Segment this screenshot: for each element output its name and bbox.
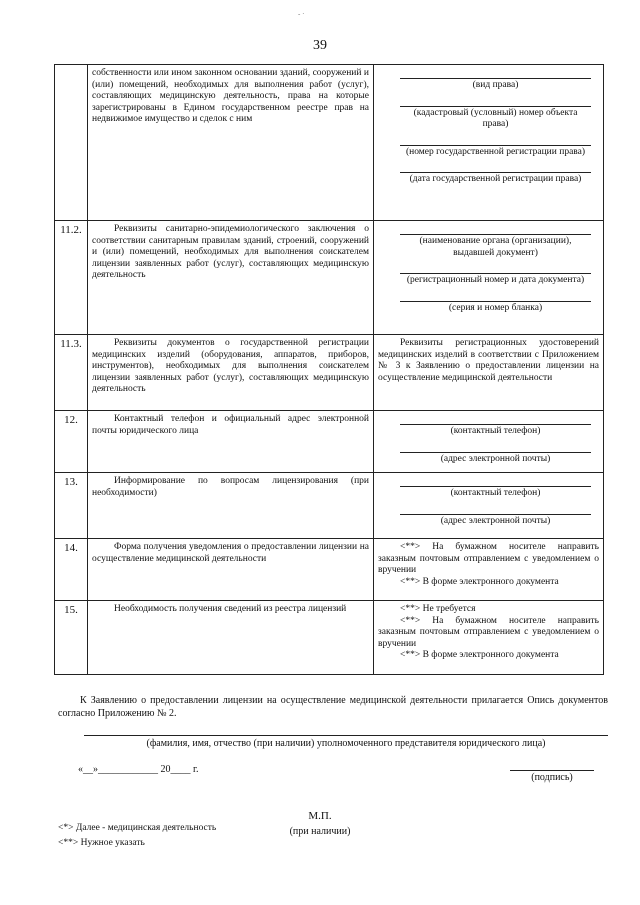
field-registration-date[interactable]: (дата государственной регистрации права) <box>400 172 591 186</box>
row-number: 13. <box>55 473 88 539</box>
representative-name-line[interactable] <box>84 735 608 736</box>
row-description: Реквизиты санитарно-эпидемиологического заключения о соответствии санитарным правилам зданий, строений, сооружений и (или) помещений, необходимых для выполнения соискателем лицензии заявленных работ (услуг), составляющих медицинскую деятельность <box>88 221 374 335</box>
license-form-table <box>54 64 604 675</box>
field-blank-series-number[interactable]: (серия и номер бланка) <box>400 301 591 315</box>
row-fields <box>374 221 604 335</box>
row-number <box>55 65 88 221</box>
option-electronic[interactable]: <**> В форме электронного документа <box>400 650 559 661</box>
field-registration-number[interactable]: (номер государственной регистрации права) <box>400 145 591 159</box>
table-row <box>55 539 604 601</box>
table-row <box>55 335 604 411</box>
scan-mark: - · <box>298 10 305 18</box>
row-number: 15. <box>55 601 88 675</box>
row-description: Форма получения уведомления о предоставлении лицензии на осуществление медицинской деятельности <box>88 539 374 601</box>
signature-line[interactable] <box>510 770 594 771</box>
footnote: <*> Далее - медицинская деятельность <box>58 823 217 833</box>
option-paper[interactable]: <**> На бумажном носителе направить заказным почтовым отправлением с уведомлением о вручении <box>378 542 599 576</box>
row-description: Реквизиты документов о государственной регистрации медицинских изделий (оборудования, аппаратов, приборов, инструментов), необходимых для выполнения соискателем лицензии заявленных работ (услуг), составляющих медицинскую деятельность <box>88 335 374 411</box>
option-electronic[interactable]: <**> В форме электронного документа <box>400 576 559 587</box>
option-not-required[interactable]: <**> Не требуется <box>400 604 476 614</box>
field-contact-phone[interactable]: (контактный телефон) <box>400 424 591 438</box>
field-issuing-authority[interactable]: (наименование органа (организации), выдавшей документ) <box>400 234 591 259</box>
row-number: 11.3. <box>55 335 88 411</box>
table-row <box>55 601 604 675</box>
row-options <box>374 539 604 601</box>
row-fields <box>374 473 604 539</box>
page-number: 39 <box>313 38 327 53</box>
footnote: <**> Нужное указать <box>58 838 145 848</box>
signature-caption: (подпись) <box>531 772 573 783</box>
representative-caption: (фамилия, имя, отчество (при наличии) уполномоченного представителя юридического лица) <box>146 738 546 749</box>
attachment-note: К Заявлению о предоставлении лицензии на осуществление медицинской деятельности прилагается Опись документов согласно Приложению № 2. <box>58 695 608 719</box>
seal-note: (при наличии) <box>289 826 351 837</box>
table-row <box>55 473 604 539</box>
row-description: Контактный телефон и официальный адрес электронной почты юридического лица <box>88 411 374 473</box>
table-row <box>55 411 604 473</box>
row-description: Информирование по вопросам лицензирования (при необходимости) <box>88 473 374 539</box>
date-line[interactable]: «__»____________ 20____ г. <box>78 764 199 775</box>
field-email[interactable]: (адрес электронной почты) <box>400 514 591 528</box>
row-description: Необходимость получения сведений из реестра лицензий <box>88 601 374 675</box>
table-row <box>55 221 604 335</box>
option-paper[interactable]: <**> На бумажном носителе направить заказным почтовым отправлением с уведомлением о вручении <box>378 615 599 649</box>
field-right-type[interactable]: (вид права) <box>400 78 591 92</box>
field-document-number-date[interactable]: (регистрационный номер и дата документа) <box>400 273 591 287</box>
row-number: 11.2. <box>55 221 88 335</box>
table-row <box>55 65 604 221</box>
field-cadastral-number[interactable]: (кадастровый (условный) номер объекта права) <box>400 106 591 131</box>
field-email[interactable]: (адрес электронной почты) <box>400 452 591 466</box>
field-contact-phone[interactable]: (контактный телефон) <box>400 486 591 500</box>
row-description: собственности или ином законном основании зданий, сооружений и (или) помещений, необходимых для выполнения работ (услуг), составляющих медицинскую деятельность, права на которые зарегистрированы в Едином государственном реестре прав на недвижимое имущество и сделок с ним <box>88 65 374 221</box>
row-number: 14. <box>55 539 88 601</box>
row-options <box>374 601 604 675</box>
row-right-text: Реквизиты регистрационных удостоверений медицинских изделий в соответствии с Приложением № 3 к Заявлению о предоставлении лицензии на осуществление медицинской деятельности <box>374 335 604 411</box>
row-number: 12. <box>55 411 88 473</box>
row-fields <box>374 65 604 221</box>
seal-label: М.П. <box>308 810 332 822</box>
row-fields <box>374 411 604 473</box>
